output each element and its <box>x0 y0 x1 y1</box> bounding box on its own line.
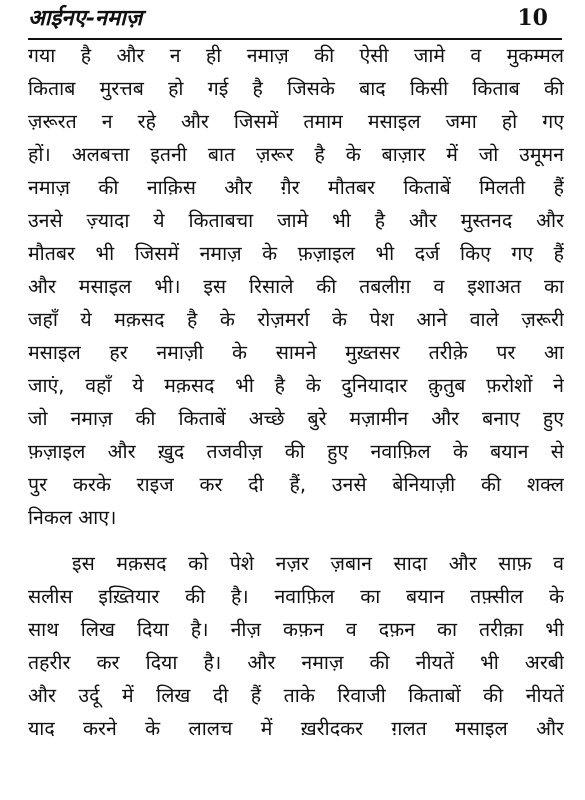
text-line: तहरीर कर दिया है। और नमाज़ की नीयतें भी अरबी <box>28 651 564 674</box>
text-line: जाएं, वहाँ ये मक़सद भी है के दुनियादार क़ुतुब फ़रोशों ने <box>28 374 564 397</box>
text-line: ज़रूरत न रहे और जिसमें तमाम मसाइल जमा हो गए <box>28 110 564 133</box>
text-line: फ़ज़ाइल और ख़ुद तजवीज़ की हुए नवाफ़िल के बयान से <box>28 440 564 463</box>
text-line: जो नमाज़ की किताबें अच्छे बुरे मज़ामीन और बनाए हुए <box>28 407 564 430</box>
page-header <box>28 0 562 40</box>
text-line: मसाइल हर नमाज़ी के सामने मुख़्तसर तरीक़े पर आ <box>28 341 564 364</box>
text-line: गया है और न ही नमाज़ की ऐसी जामे व मुकम्मल <box>28 44 564 67</box>
text-line: जहाँ ये मक़सद है के रोज़मर्रा के पेश आने वाले ज़रूरी <box>28 308 564 331</box>
text-line: उनसे ज़्यादा ये किताबचा जामे भी है और मुस्तनद और <box>28 209 564 232</box>
text-line: हों। अलबत्ता इतनी बात ज़रूर है के बाज़ार में जो उमूमन <box>28 143 564 166</box>
text-line: इस मक़सद को पेशे नज़र ज़बान सादा और साफ़ व <box>72 552 564 575</box>
text-line: सलीस इख़्तियार की है। नवाफ़िल का बयान तफ़्सील के <box>28 585 564 608</box>
text-line: किताब मुरत्तब हो गई है जिसके बाद किसी किताब की <box>28 77 564 100</box>
book-title: आईनए-नमाज़ <box>28 5 143 31</box>
text-line: नमाज़ की नाक़िस और ग़ैर मौतबर किताबें मिलती हैं <box>28 176 564 199</box>
text-line: और मसाइल भी। इस रिसाले की तबलीग़ व इशाअत का <box>28 275 564 298</box>
text-line: याद करने के लालच में ख़रीदकर ग़लत मसाइल और <box>28 717 564 740</box>
text-line: साथ लिख दिया है। नीज़ कफ़न व दफ़न का तरीक़ा भी <box>28 618 564 641</box>
text-line: और उर्दू में लिख दी हैं ताके रिवाजी किताबों की नीयतें <box>28 684 564 707</box>
text-line: मौतबर भी जिसमें नमाज़ के फ़ज़ाइल भी दर्ज किए गए हैं <box>28 242 564 265</box>
page-number: 10 <box>517 5 548 31</box>
text-line: निकल आए। <box>28 506 117 529</box>
text-line: पुर करके राइज कर दी हैं, उनसे बेनियाज़ी की शक्ल <box>28 473 564 496</box>
